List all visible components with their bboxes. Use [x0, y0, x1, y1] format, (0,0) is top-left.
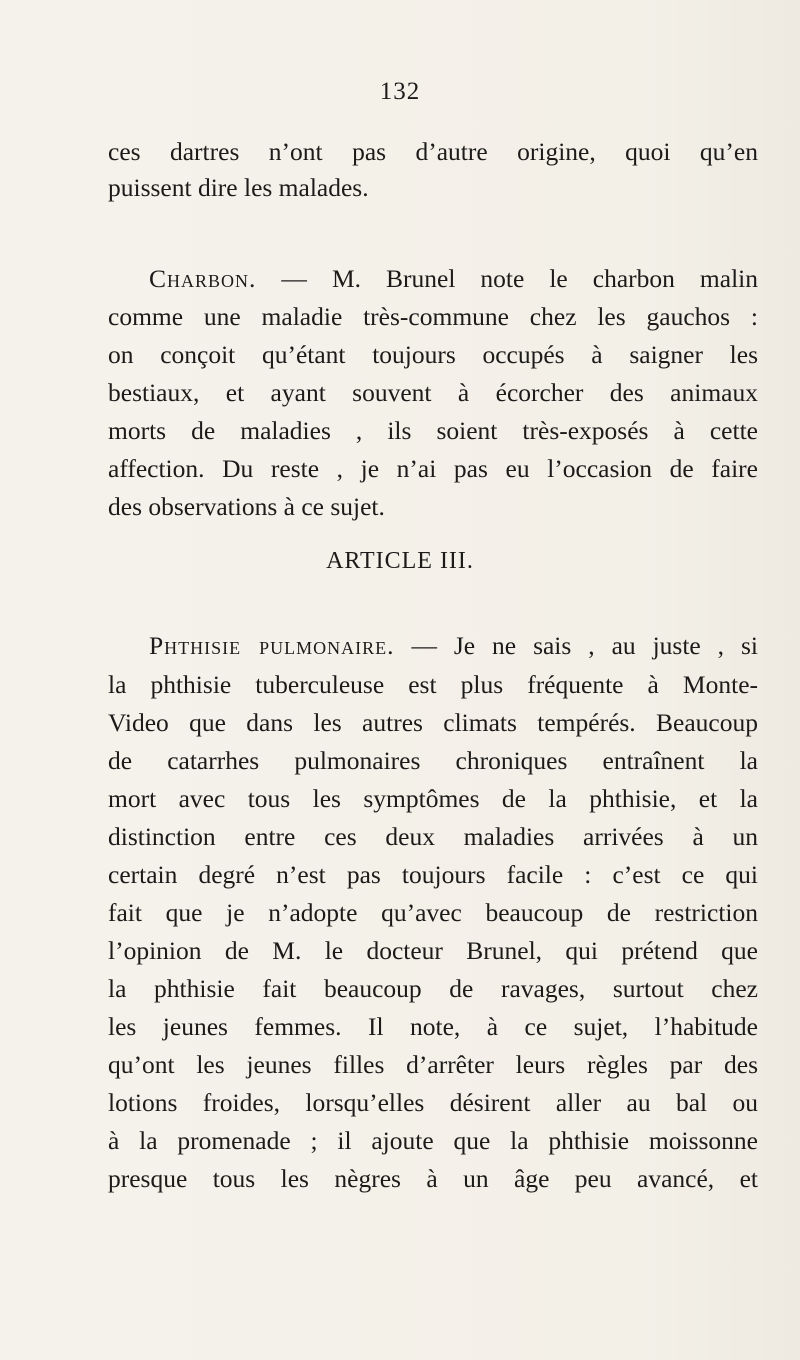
section-first-line	[149, 261, 758, 297]
section-first-line	[149, 628, 758, 664]
text-fragment: — M. Brunel note le charbon malin	[256, 264, 758, 293]
text-line: certain degré n’est pas toujours facile : c’est ce qui	[108, 860, 758, 889]
text-line: puissent dire les malades.	[108, 173, 369, 202]
text-line: les jeunes femmes. Il note, à ce sujet, l’habitude	[108, 1012, 758, 1041]
text-line: presque tous les nègres à un âge peu avancé, et	[108, 1164, 758, 1193]
text-line: bestiaux, et ayant souvent à écorcher des animaux	[108, 378, 758, 407]
article-title: ARTICLE III.	[326, 548, 474, 574]
text-line: à la promenade ; il ajoute que la phthisie moissonne	[108, 1126, 758, 1155]
section-heading-phthisie: Phthisie pulmonaire.	[149, 631, 395, 660]
text-line: Video que dans les autres climats tempérés. Beaucoup	[108, 708, 758, 737]
page-number: 132	[379, 78, 421, 105]
text-line: ces dartres n’ont pas d’autre origine, quoi qu’en	[108, 137, 758, 166]
text-line: de catarrhes pulmonaires chroniques entraînent la	[108, 746, 758, 775]
text-line: la phthisie tuberculeuse est plus fréquente à Monte-	[108, 670, 758, 699]
text-line: qu’ont les jeunes filles d’arrêter leurs règles par des	[108, 1050, 758, 1079]
text-line: on conçoit qu’étant toujours occupés à saigner les	[108, 340, 758, 369]
text-line: morts de maladies , ils soient très-exposés à cette	[108, 416, 758, 445]
text-line: des observations à ce sujet.	[108, 492, 385, 521]
text-fragment: — Je ne sais , au juste , si	[394, 631, 758, 660]
text-line: fait que je n’adopte qu’avec beaucoup de restriction	[108, 898, 758, 927]
section-heading-charbon: Charbon.	[149, 264, 257, 293]
text-line: distinction entre ces deux maladies arrivées à un	[108, 822, 758, 851]
text-line: lotions froides, lorsqu’elles désirent aller au bal ou	[108, 1088, 758, 1117]
text-line: mort avec tous les symptômes de la phthisie, et la	[108, 784, 758, 813]
text-line: affection. Du reste , je n’ai pas eu l’occasion de faire	[108, 454, 758, 483]
text-line: comme une maladie très-commune chez les gauchos :	[108, 302, 758, 331]
text-line: l’opinion de M. le docteur Brunel, qui prétend que	[108, 936, 758, 965]
text-line: la phthisie fait beaucoup de ravages, surtout chez	[108, 974, 758, 1003]
